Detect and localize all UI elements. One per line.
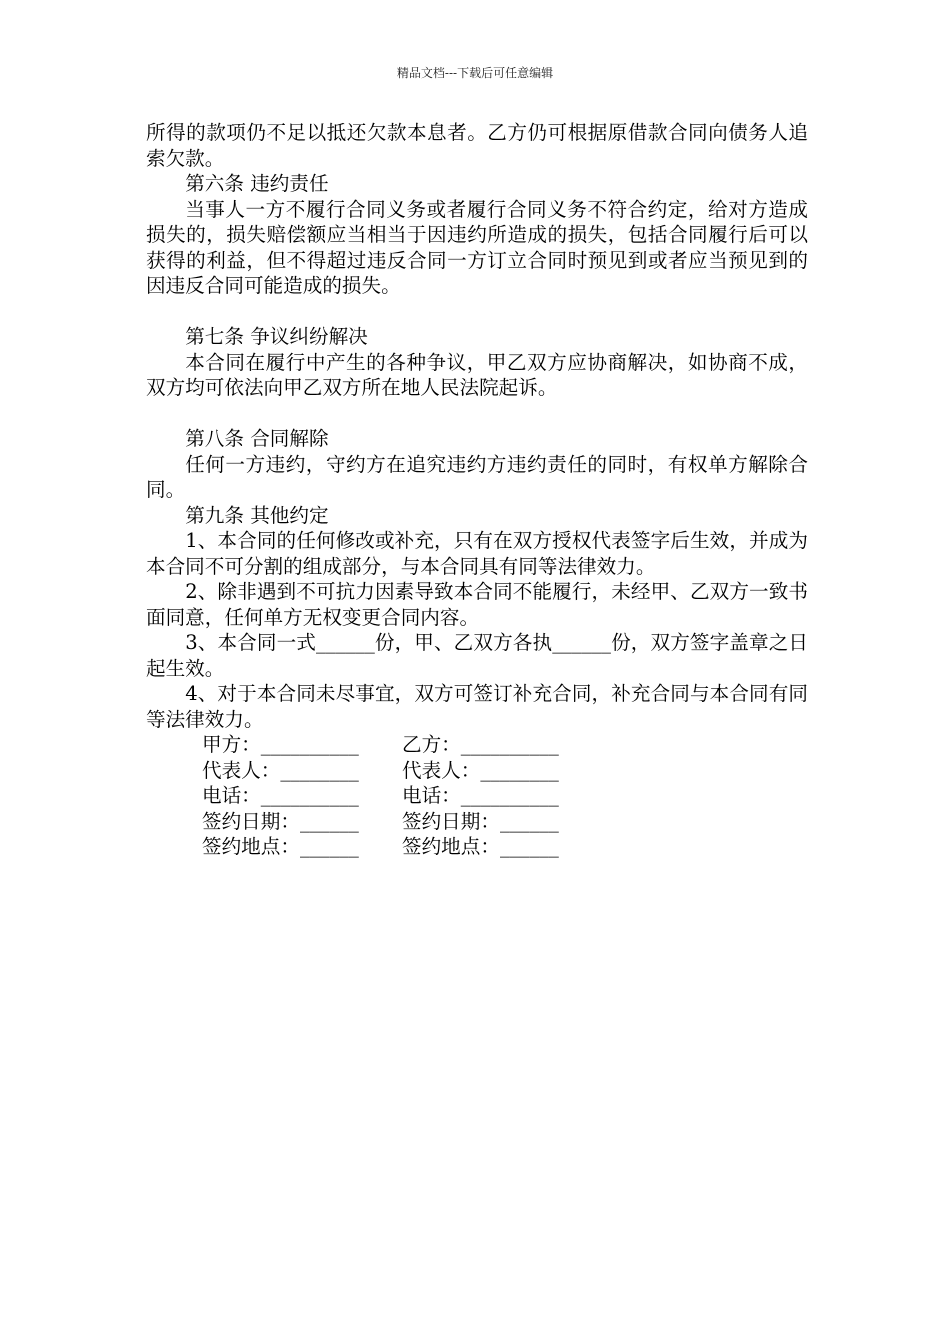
signature-row-phone <box>146 783 808 809</box>
signature-row-date <box>146 809 808 835</box>
party-a-representative-field: 代表人：________ <box>202 758 359 782</box>
article-9-item-3: 3、本合同一式______份，甲、乙双方各执______份，双方签字盖章之日起生效。 <box>146 631 808 680</box>
article-6-title: 第六条 违约责任 <box>185 172 329 195</box>
party-b-place-field: 签约地点：______ <box>402 835 559 858</box>
party-a-place-field: 签约地点：______ <box>202 835 359 858</box>
party-a-date-field: 签约日期：______ <box>202 809 359 833</box>
party-a-field: 甲方：__________ <box>202 733 359 756</box>
signature-block <box>146 732 808 860</box>
page-header: 精品文档---下载后可任意编辑 <box>396 66 554 80</box>
article-9-item-4: 4、对于本合同未尽事宜，双方可签订补充合同，补充合同与本合同有同等法律效力。 <box>146 682 808 731</box>
signature-row-party <box>146 732 808 758</box>
blank-line <box>146 299 808 325</box>
blank-line <box>146 401 808 427</box>
party-a-phone-field: 电话：__________ <box>202 784 359 807</box>
article-6-paragraph: 当事人一方不履行合同义务或者履行合同义务不符合约定，给对方造成损失的，损失赔偿额应当相当于因违约所造成的损失，包括合同履行后可以获得的利益，但不得超过违反合同一方订立合同时预见到或者应当预见到的因违反合同可能造成的损失。 <box>146 197 808 297</box>
article-9-item-1: 1、本合同的任何修改或补充，只有在双方授权代表签字后生效，并成为本合同不可分割的组成部分，与本合同具有同等法律效力。 <box>146 529 808 578</box>
party-b-field: 乙方：__________ <box>402 733 559 756</box>
party-b-phone-field: 电话：__________ <box>402 784 559 807</box>
paragraph-continued: 所得的款项仍不足以抵还欠款本息者。乙方仍可根据原借款合同向债务人追索欠款。 <box>146 121 808 170</box>
signature-row-place <box>146 834 808 860</box>
signature-row-representative <box>146 758 808 784</box>
article-9-title: 第九条 其他约定 <box>185 503 329 527</box>
article-8-paragraph: 任何一方违约，守约方在追究违约方违约责任的同时，有权单方解除合同。 <box>146 452 808 501</box>
document-body <box>146 120 808 860</box>
party-b-representative-field: 代表人：________ <box>402 758 559 782</box>
article-8-title: 第八条 合同解除 <box>185 427 329 450</box>
article-7-paragraph: 本合同在履行中产生的各种争议，甲乙双方应协商解决，如协商不成，双方均可依法向甲乙双方所在地人民法院起诉。 <box>146 350 808 399</box>
party-b-date-field: 签约日期：______ <box>402 809 559 833</box>
article-9-item-2: 2、除非遇到不可抗力因素导致本合同不能履行，未经甲、乙双方一致书面同意，任何单方无权变更合同内容。 <box>146 580 808 629</box>
article-7-title: 第七条 争议纠纷解决 <box>185 325 368 348</box>
